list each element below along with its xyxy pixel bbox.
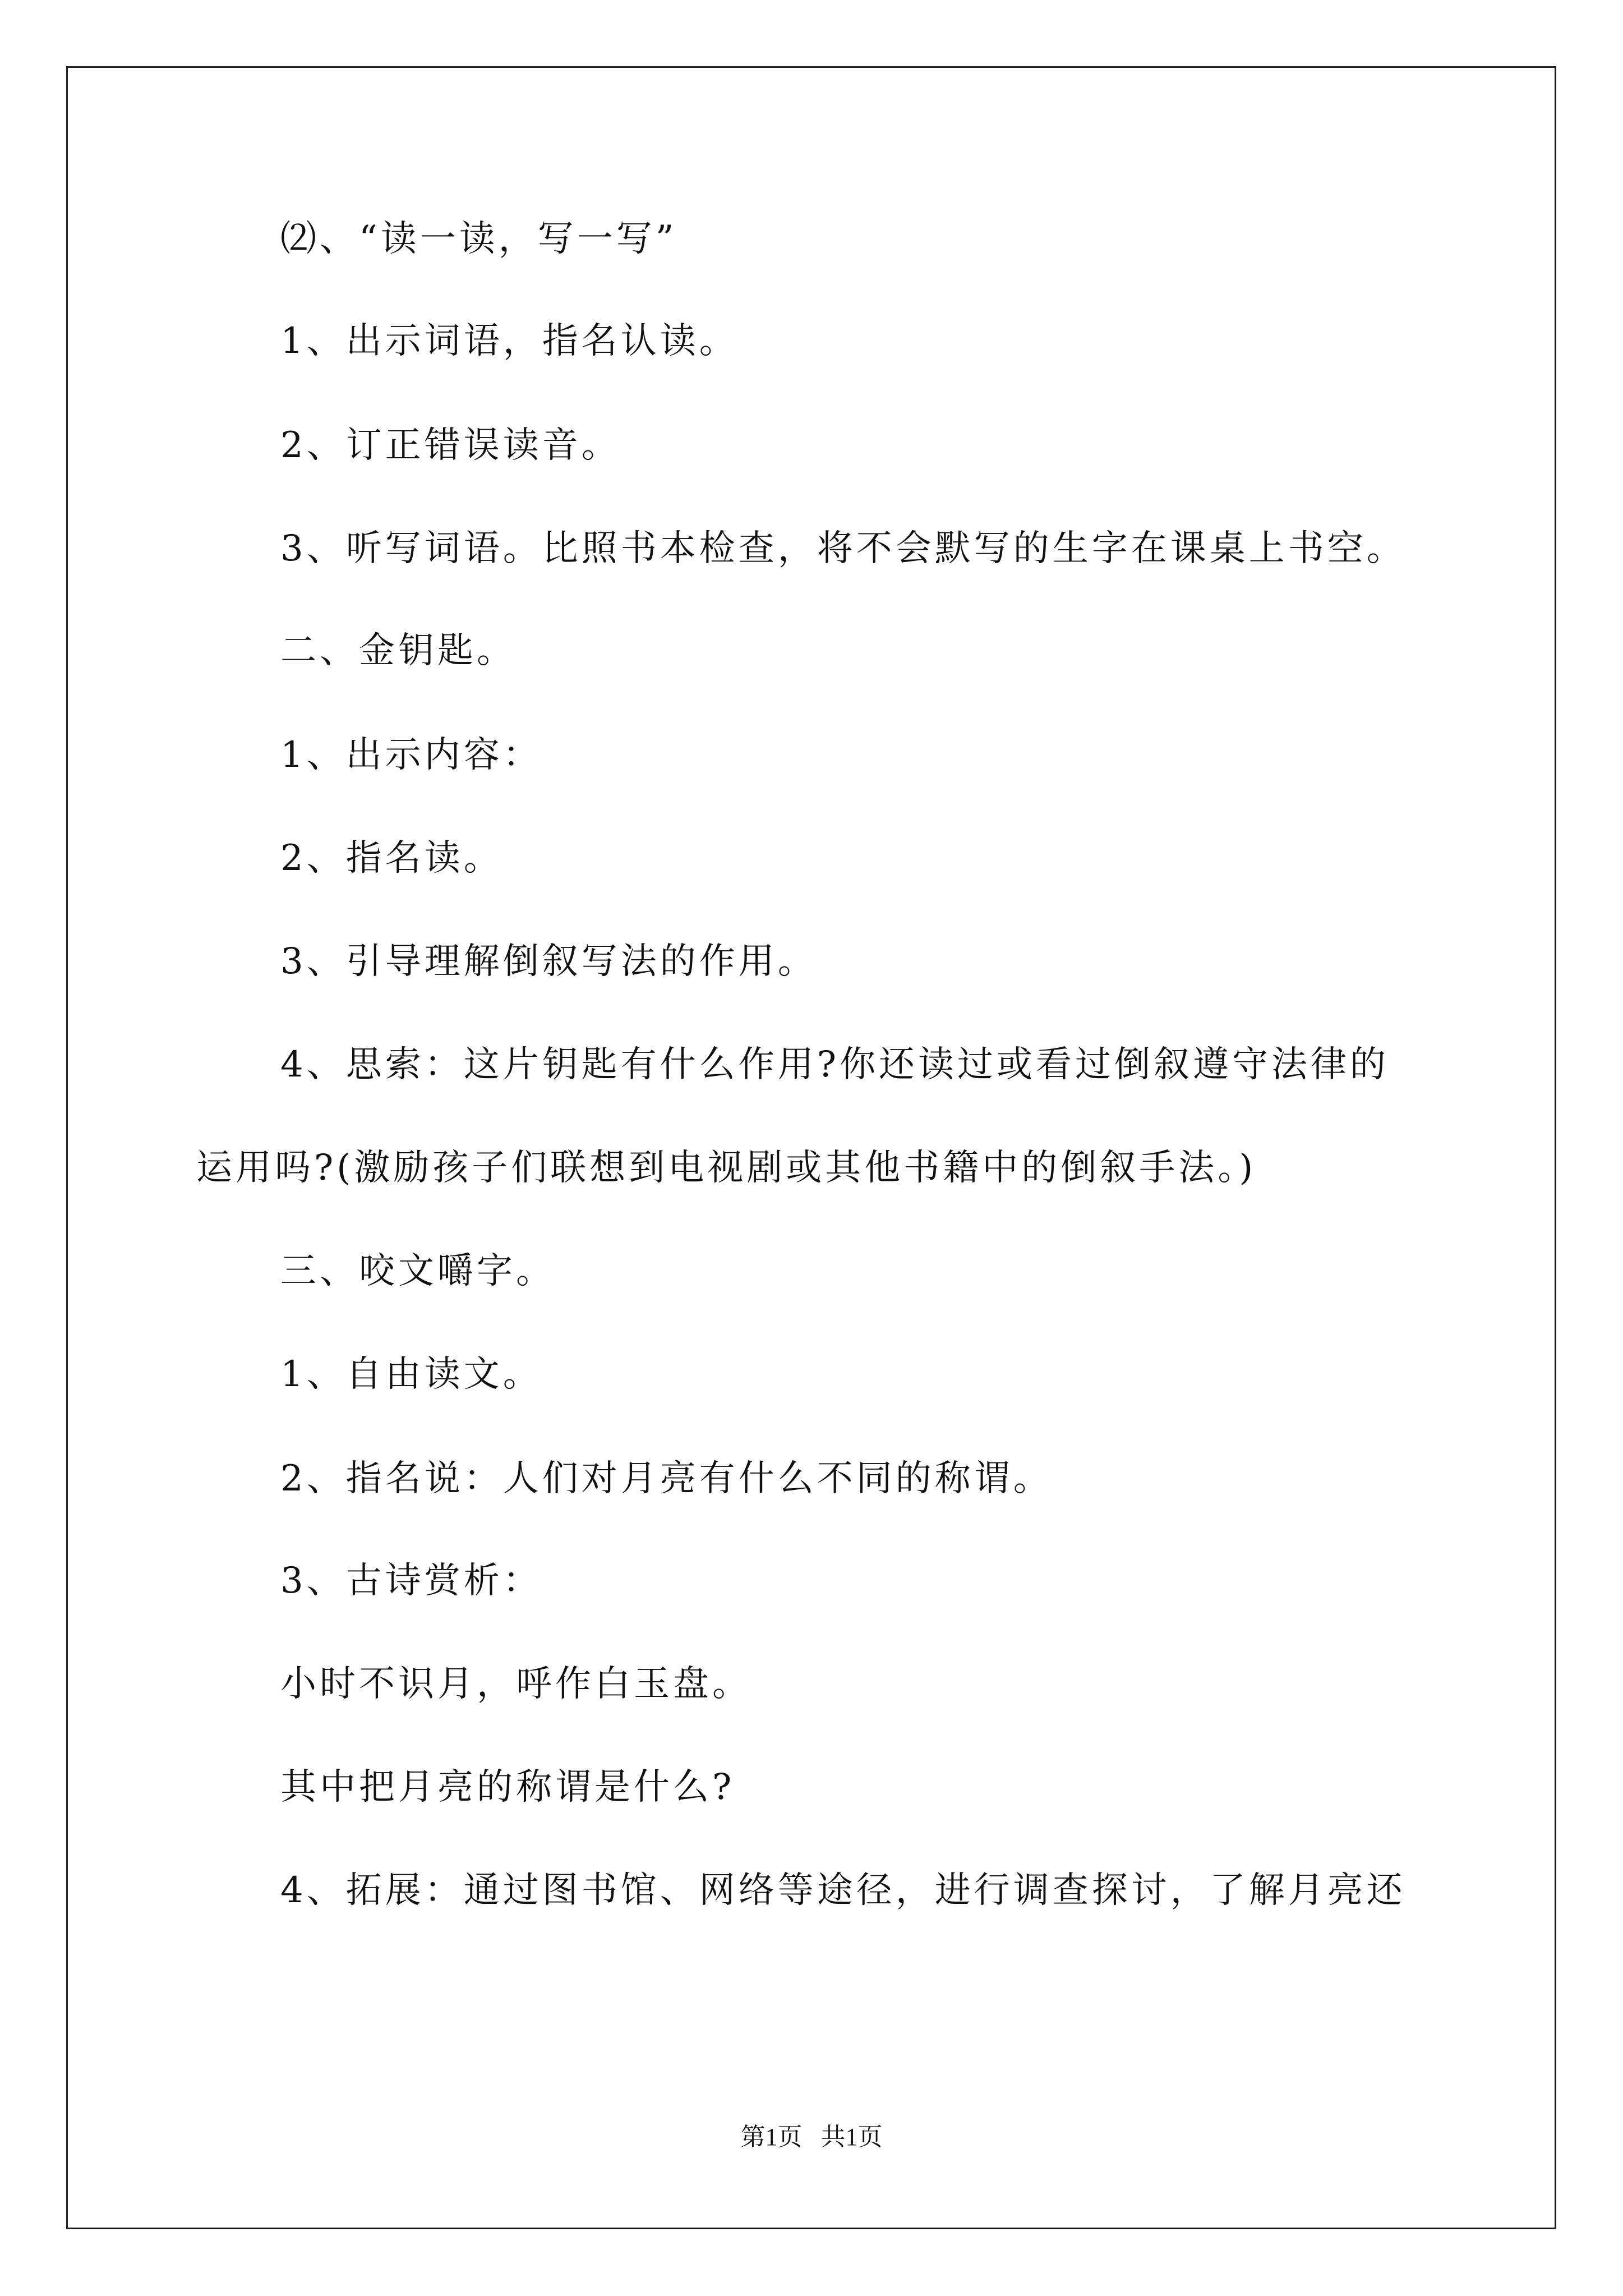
text-line: 4、拓展：通过图书馆、网络等途径，进行调查探讨，了解月亮还 [280, 1870, 1406, 1911]
page-footer: 第1页 共1页 [740, 2123, 883, 2151]
text-line: 1、出示词语，指名认读。 [280, 320, 739, 362]
text-line: 3、古诗赏析： [280, 1560, 542, 1602]
text-line: 三、咬文嚼字。 [280, 1250, 555, 1292]
text-line: 运用吗?(激励孩子们联想到电视剧或其他书籍中的倒叙手法。) [196, 1147, 1257, 1189]
text-line: 1、出示内容： [280, 734, 542, 776]
text-line: 2、指名说：人们对月亮有什么不同的称谓。 [280, 1458, 1053, 1499]
text-line: 2、订正错误读音。 [280, 425, 621, 466]
text-line: 二、金钥匙。 [280, 630, 516, 671]
text-line: 4、思索：这片钥匙有什么作用?你还读过或看过倒叙遵守法律的 [280, 1044, 1390, 1085]
text-line: 1、自由读文。 [280, 1354, 542, 1395]
text-line: 其中把月亮的称谓是什么? [280, 1766, 735, 1808]
text-line: 3、引导理解倒叙写法的作用。 [280, 941, 817, 982]
text-line: ⑵、“读一读，写一写” [280, 218, 677, 260]
text-line: 2、指名读。 [280, 838, 503, 879]
text-line: 3、听写词语。比照书本检查，将不会默写的生字在课桌上书空。 [280, 528, 1406, 569]
text-line: 小时不识月，呼作白玉盘。 [280, 1663, 751, 1705]
